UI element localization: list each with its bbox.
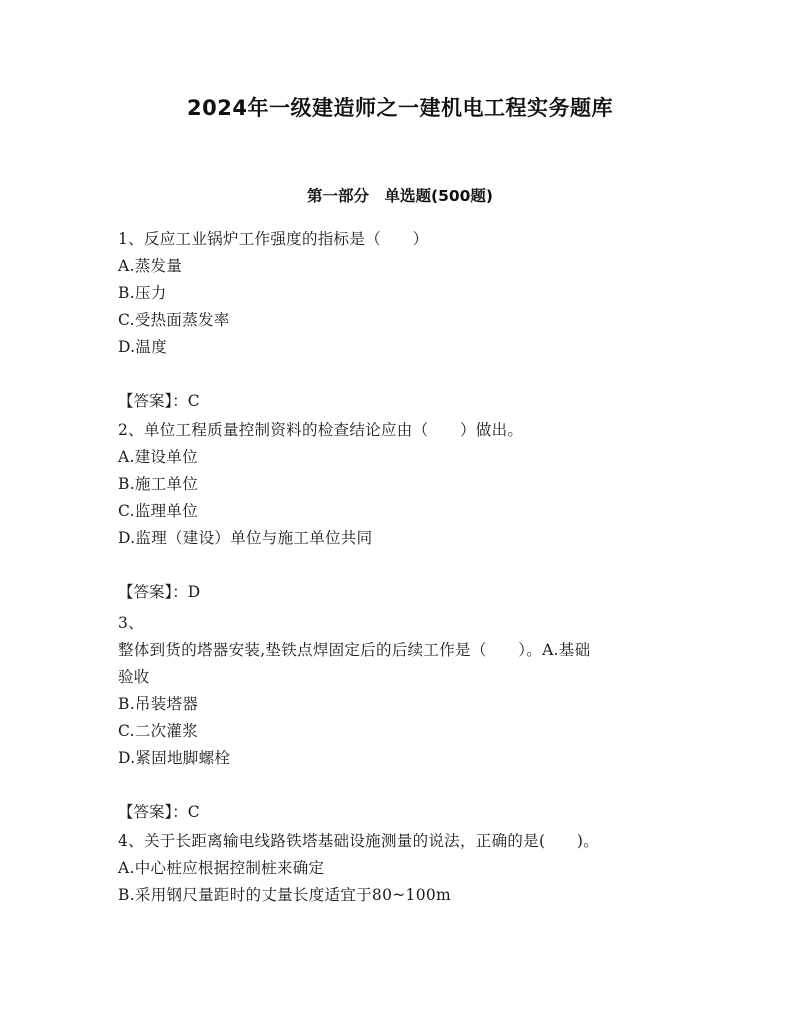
- question-list: [118, 226, 683, 909]
- question-stem: 1、反应工业锅炉工作强度的指标是（ ）: [118, 230, 429, 248]
- option-b: B.压力: [118, 284, 167, 302]
- option-c: C.监理单位: [118, 502, 199, 520]
- question-1: [118, 226, 683, 415]
- question-stem: 4、关于长距离输电线路铁塔基础设施测量的说法，正确的是( )。: [118, 832, 600, 850]
- option-d: D.温度: [118, 338, 168, 356]
- question-2: [118, 417, 683, 606]
- question-stem-continued: 验收: [118, 668, 150, 686]
- answer-line: 【答案】：C: [118, 803, 200, 821]
- question-stem: 整体到货的塔器安装,垫铁点焊固定后的后续工作是（ ）。A.基础: [118, 641, 591, 659]
- answer-line: 【答案】：D: [118, 583, 201, 601]
- option-d: D.紧固地脚螺栓: [118, 749, 231, 767]
- option-a: A.中心桩应根据控制桩来确定: [118, 859, 325, 877]
- section-title: 第一部分 单选题(500题): [306, 187, 494, 205]
- option-b: B.施工单位: [118, 475, 199, 493]
- option-b: B.采用钢尺量距时的丈量长度适宜于80~100m: [118, 886, 452, 904]
- option-c: C.受热面蒸发率: [118, 311, 230, 329]
- option-a: A.蒸发量: [118, 257, 183, 275]
- question-stem: 2、单位工程质量控制资料的检查结论应由（ ）做出。: [118, 421, 524, 439]
- option-a: A.建设单位: [118, 448, 198, 466]
- question-number: 3、: [118, 614, 144, 632]
- question-3: [118, 610, 683, 826]
- option-b: B.吊装塔器: [118, 695, 199, 713]
- question-4: [118, 828, 683, 909]
- option-c: C.二次灌浆: [118, 722, 199, 740]
- option-d: D.监理（建设）单位与施工单位共同: [118, 529, 373, 547]
- document-title: 2024年一级建造师之一建机电工程实务题库: [187, 96, 613, 120]
- answer-line: 【答案】：C: [118, 392, 200, 410]
